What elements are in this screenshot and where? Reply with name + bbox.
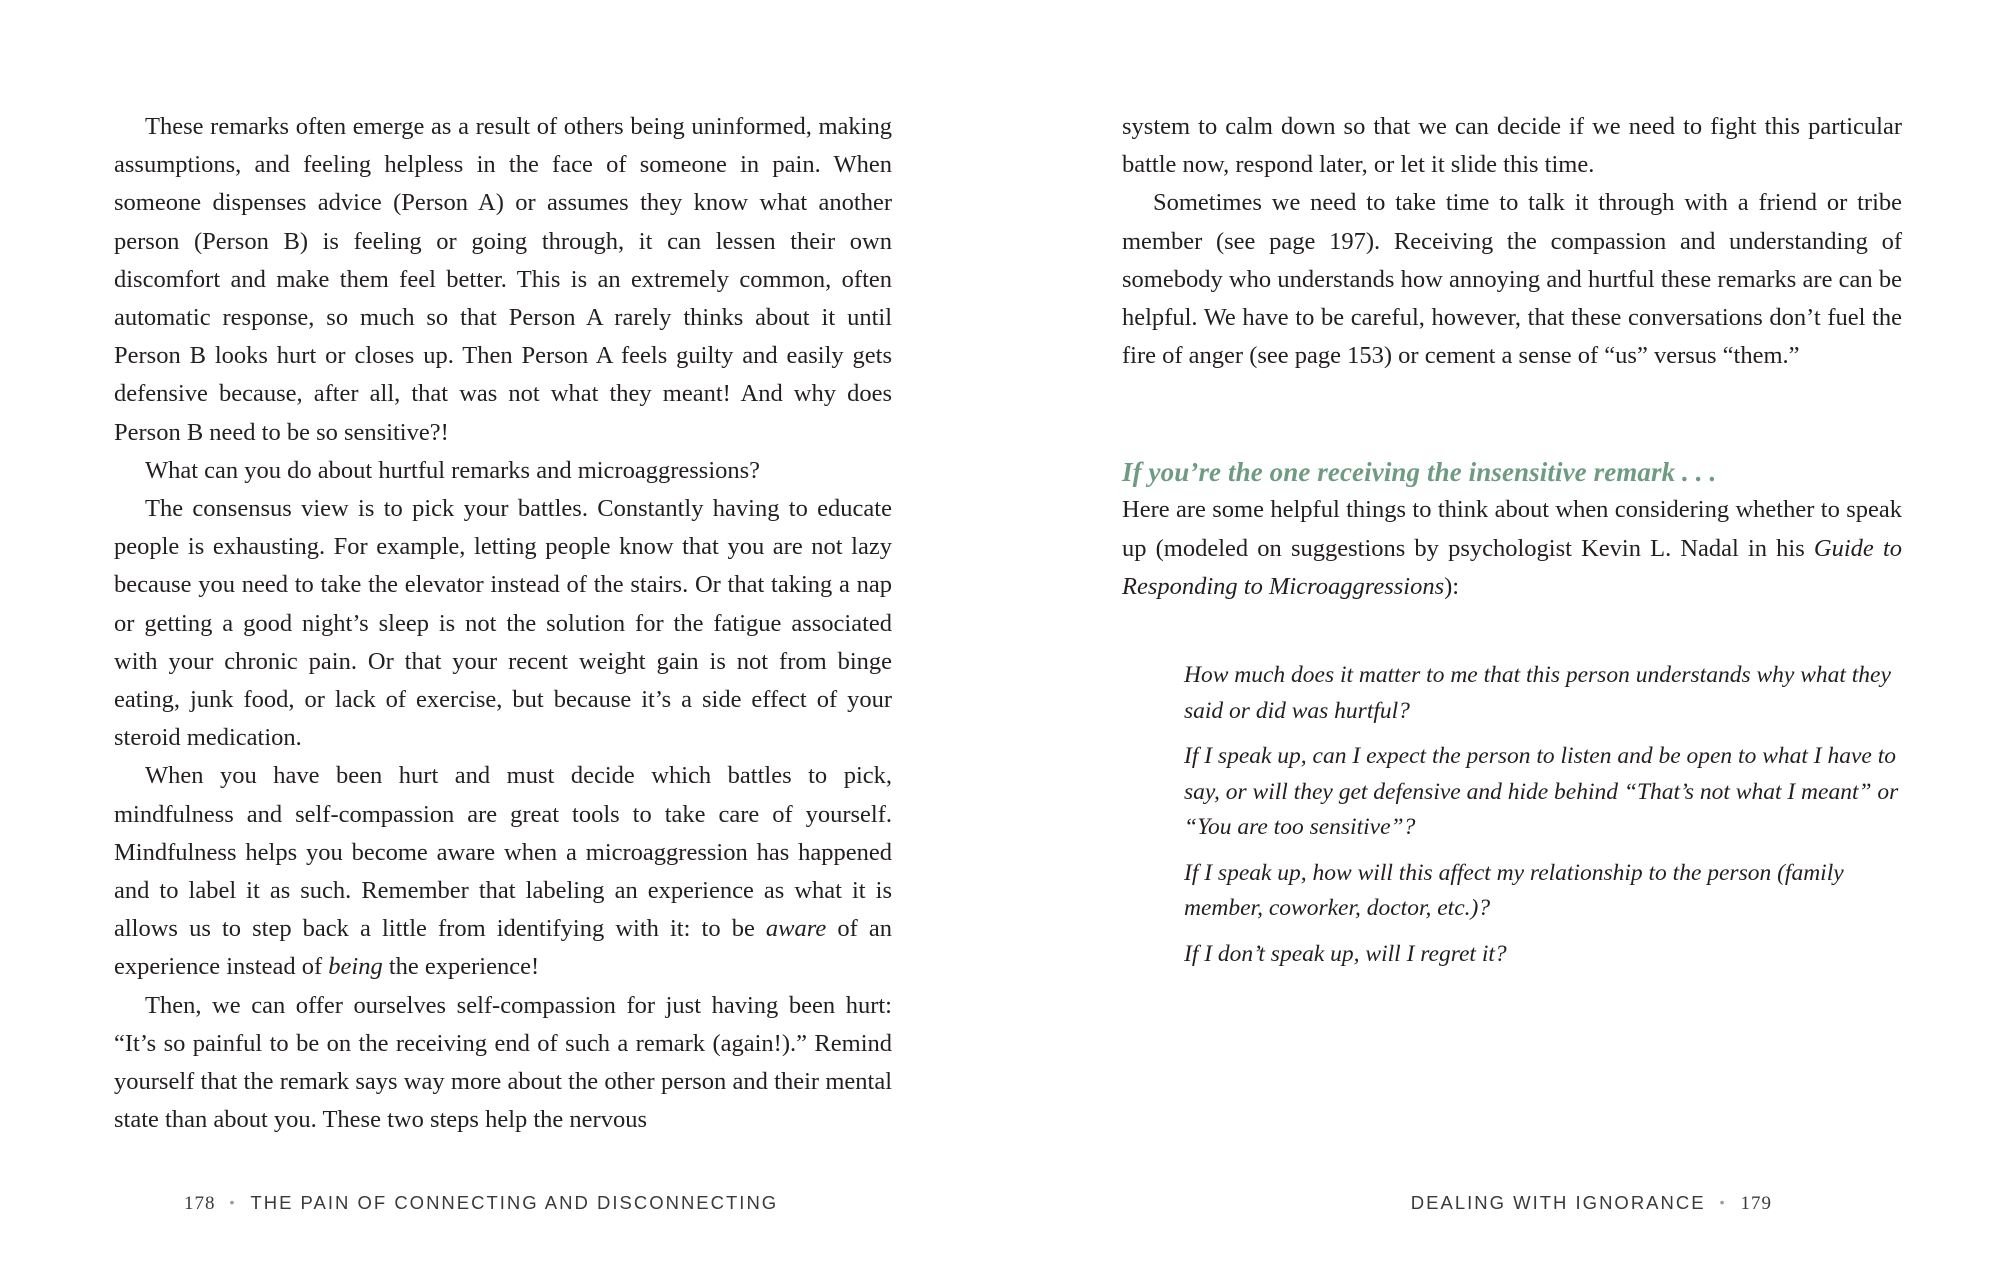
separator-dot: • — [229, 1194, 237, 1210]
separator-dot: • — [1719, 1194, 1727, 1210]
running-head: THE PAIN OF CONNECTING AND DISCONNECTING — [250, 1192, 779, 1213]
paragraph-text: the experience! — [382, 953, 540, 981]
paragraph: Then, we can offer ourselves self-compassion for just having been hurt: “It’s so painful to be on the receiving end of such a remark (again!).” Remind yourself that the remark says way more about the other person and their mental state than about you. These two steps help the nervous — [114, 991, 892, 1134]
question-item: If I don’t speak up, will I regret it? — [1184, 940, 1507, 967]
paragraph-text: of an experience instead of — [114, 915, 892, 981]
left-body-text — [114, 108, 892, 1139]
right-page — [1122, 0, 1902, 1272]
paragraph-text: ): — [1444, 572, 1460, 600]
question-list — [1184, 658, 1902, 972]
right-page-footer — [1411, 1192, 1772, 1215]
paragraph-text: When you have been hurt and must decide which battles to pick, mindfulness and self-compassion are great tools to take care of yourself. Mindfulness helps you become aware when a microaggression has happened and to label it as such. Remember that labeling an experience as what it is allows us to step back a little from identifying with it: — [114, 762, 892, 943]
running-head: DEALING WITH IGNORANCE — [1410, 1192, 1706, 1213]
paragraph: Sometimes we need to take time to talk it through with a friend or tribe member (see page 197). Receiving the compassion and understanding of somebody who understands how annoying and hurtful these remarks are can be helpful. We have to be careful, however, that these conversations don’t fuel the fire of anger (see page 153) or cement a sense of “us” versus “them.” — [1122, 189, 1902, 370]
question-item: If I speak up, can I expect the person to listen and be open to what I have to say, or will they get defensive and hide behind “That’s not what I meant” or “You are too sensitive”? — [1184, 743, 1899, 841]
paragraph-text: to be — [701, 915, 766, 943]
paragraph — [114, 757, 892, 986]
left-page — [114, 0, 892, 1272]
paragraph: These remarks often emerge as a result of others being uninformed, making assumptions, and feeling helpless in the face of someone in pain. When someone dispenses advice (Person A) or assumes they know what another person (Person B) is feeling or going through, it can lessen their own discomfort and make them feel better. This is an extremely common, often automatic response, so much so that Person A rarely thinks about it until Person B looks hurt or closes up. Then Person A feels guilty and easily gets defensive because, after all, that was not what they meant! And why does Person B need to be so sensitive?! — [114, 113, 892, 446]
page-number: 178 — [184, 1193, 216, 1214]
book-title: Guide to Responding to Microaggressions — [1122, 534, 1902, 600]
left-page-footer — [184, 1192, 778, 1215]
emphasis: aware — [765, 915, 827, 943]
paragraph: What can you do about hurtful remarks and microaggressions? — [145, 456, 761, 484]
right-body-text — [1122, 108, 1902, 982]
question-item: If I speak up, how will this affect my relationship to the person (family member, coworker, doctor, etc.)? — [1184, 859, 1844, 922]
paragraph — [1122, 491, 1902, 606]
page-number: 179 — [1740, 1193, 1772, 1214]
paragraph-text: Here are some helpful things to think about when considering whether to speak up (modeled on suggestions by psychologist Kevin L. Nadal in his — [1122, 496, 1902, 562]
section-heading: If you’re the one receiving the insensitive remark . . . — [1122, 457, 1717, 488]
paragraph: system to calm down so that we can decide if we need to fight this particular battle now, respond later, or let it slide this time. — [1122, 113, 1902, 179]
paragraph: The consensus view is to pick your battles. Constantly having to educate people is exhausting. For example, letting people know that you are not lazy because you need to take the elevator instead of the stairs. Or that taking a nap or getting a good night’s sleep is not the solution for the fatigue associated with your chronic pain. Or that your recent weight gain is not from binge eating, junk food, or lack of exercise, but because it’s a side effect of your steroid medication. — [114, 495, 892, 752]
emphasis: being — [328, 953, 383, 981]
question-item: How much does it matter to me that this person understands why what they said or did was hurtful? — [1184, 662, 1891, 724]
